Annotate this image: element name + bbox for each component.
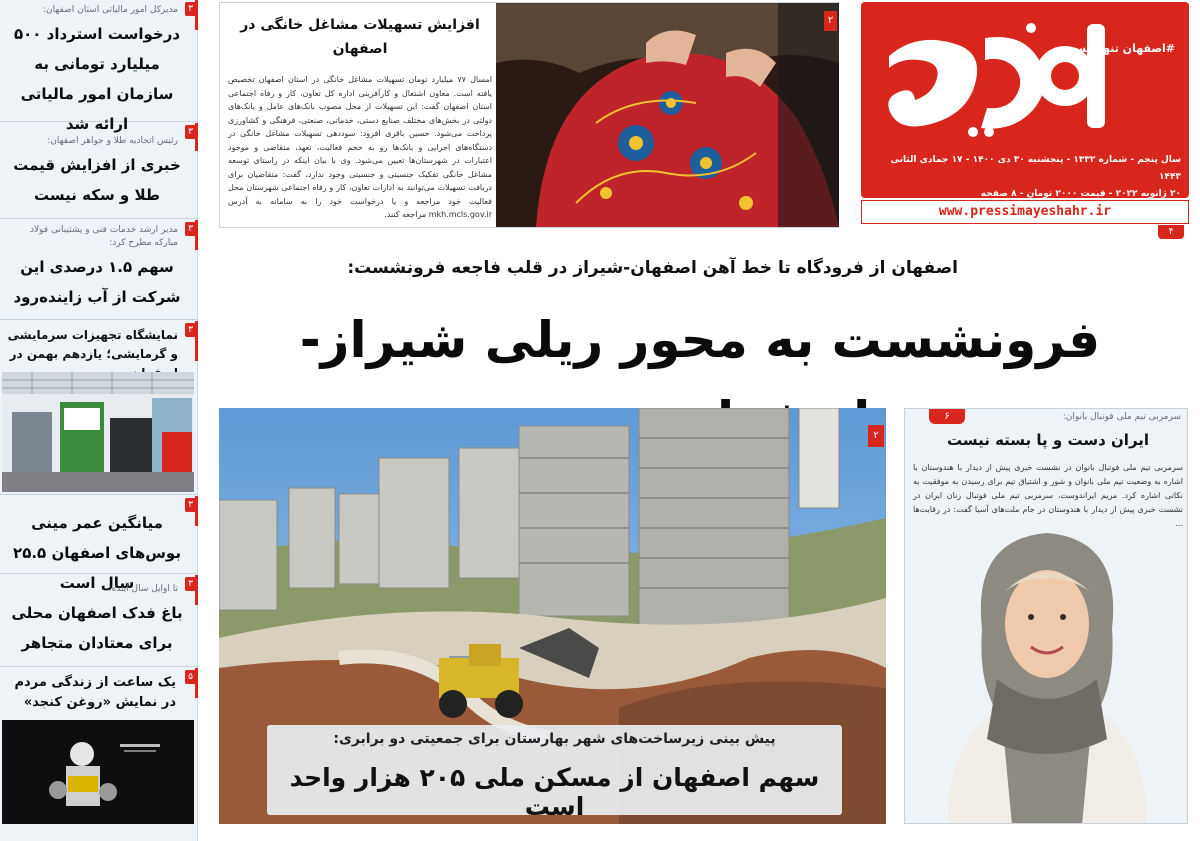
- top-story-home-jobs[interactable]: [219, 2, 839, 228]
- website-url[interactable]: www.pressimayeshahr.ir: [861, 200, 1189, 224]
- story-title: خبری از افزایش قیمت طلا و سکه نیست: [13, 156, 181, 204]
- theater-poster-photo: [2, 720, 194, 824]
- story-kicker: مدیر ارشد خدمات فنی و پشتیبانی فولاد مبارکه مطرح کرد:: [29, 225, 178, 248]
- issue-date-line: سال پنجم - شماره ۱۳۳۲ - پنجشنبه ۳۰ دی ۱۴۰۰ - ۱۷ جمادی الثانی ۱۴۴۳: [890, 155, 1181, 182]
- story-kicker: رئیس اتحادیه طلا و جواهر اصفهان:: [47, 136, 178, 146]
- sport-story[interactable]: [904, 408, 1188, 824]
- coach-portrait-photo: [927, 519, 1167, 824]
- story-body: سرمربی تیم ملی فوتبال بانوان در نشست خبری پیش از دیدار با هندوستان با اشاره به وضعیت تیم ملی بانوان و شور و اشتیاق تیم برای رسیدن به موفقیت به نکاتی اشاره کرد. مریم ایراندوست، سرمربی تیم ملی فوتبال زنان ایران در نشست خبری پیش از دیدار با هندوستان در جام ملت‌های آسیا گفت: در رقابت‌ها ...: [913, 463, 1183, 528]
- page-ref-badge: ۳: [185, 222, 196, 236]
- page-ref-badge: ۶: [929, 409, 965, 424]
- story-kicker: مدیرکل امور مالیاتی استان اصفهان:: [43, 5, 178, 15]
- page-ref-badge: ۳: [185, 2, 196, 16]
- page-ref-badge: ۲: [868, 425, 884, 447]
- left-story-gold[interactable]: [0, 123, 198, 219]
- left-news-column: [0, 0, 198, 841]
- story-title: یک ساعت از زندگی مردم در نمایش «روغن کنجد»: [14, 675, 176, 710]
- masthead-slogan: #اصفهان تنها نیست: [1063, 42, 1175, 55]
- story-title: سهم ۱.۵ درصدی این شرکت از آب زاینده‌رود: [13, 258, 181, 306]
- story-title: نمایشگاه تجهیزات سرمایشی و گرمایشی؛ یازدهم بهمن در: [7, 328, 178, 361]
- main-headline[interactable]: فرونشست به محور ریلی شیراز-: [299, 311, 1101, 369]
- story-title: ایران دست و پا بسته نیست: [946, 431, 1150, 449]
- masthead-page-ref: ۴: [1158, 225, 1184, 239]
- page-ref-badge: ۲: [824, 11, 837, 31]
- exhibition-photo: [2, 372, 194, 492]
- issue-info: [869, 152, 1181, 198]
- embroidery-photo: [496, 3, 839, 227]
- story-title: باغ فدک اصفهان محلی برای معتادان متجاهر: [11, 604, 183, 652]
- story-title: میانگین عمر مینی بوس‌های اصفهان ۲۵.۵ سال است: [13, 514, 181, 592]
- photo-caption-box[interactable]: [267, 725, 842, 821]
- left-story-fadak[interactable]: [0, 575, 198, 667]
- story-kicker: سرمربی تیم ملی فوتبال بانوان:: [1062, 412, 1181, 422]
- newspaper-masthead: [861, 2, 1189, 198]
- photo-kicker: پیش بینی زیرساخت‌های شهر بهارستان برای جمعیتی دو برابری:: [333, 731, 776, 747]
- page-ref-badge: ۳: [185, 498, 196, 512]
- left-story-tax[interactable]: [0, 0, 198, 133]
- issue-price-line: ۲۰ ژانویه ۲۰۲۲ - قیمت ۲۰۰۰ تومان - ۸ صفحه: [980, 189, 1181, 198]
- left-story-steel[interactable]: [0, 220, 198, 320]
- story-kicker: تا اوایل سال آینده:: [108, 584, 178, 594]
- top-story-body: امسال ۷۷ میلیارد تومان تسهیلات مشاغل خانگی در استان اصفهان تخصیص یافته است. معاون اشتغال و کارآفرینی اداره کل تعاون، کار و رفاه اجتماعی استان اصفهان گفت: این تسهیلات از محل مصوب بانک‌های عامل و بانک‌های دولتی در بخش‌های مختلف صنایع دستی، خدماتی، صنعتی، فرهنگی و کشاورزی پرداخت می‌شود. حسین باقری افزود: سوددهی تسهیلات مشاغل خانگی در دستگاه‌های اجرایی و بانک‌ها رو به حجم فعالیت، تعهد، متقاضی و موجود اعتبارات در شهرستان‌ها تعیین می‌شود. وی با بیان اینکه در راستای توسعه مشاغل خانگی تفکیک جنسیتی و جنسیتی وجود ندارد، گفت: متقاضیان برای دریافت تسهیلات می‌توانند به ادارات تعاون، کار و رفاه اجتماعی شهرستان محل فعالیت خود مراجعه و یا درخواست خود را به سامانه به آدرس mkh.mcls.gov.ir مراجعه کنند.: [228, 75, 492, 219]
- main-kicker: اصفهان از فرودگاه تا خط آهن اصفهان-شیراز در قلب فاجعه فرونشست:: [347, 258, 958, 278]
- page-ref-badge: ۳: [185, 125, 196, 139]
- top-story-title: افزایش تسهیلات مشاغل خانگی در اصفهان: [240, 17, 480, 57]
- page-ref-badge: ۳: [185, 577, 196, 591]
- photo-headline: سهم اصفهان از مسکن ملی ۲۰۵ هزار واحد است: [289, 763, 820, 821]
- page-ref-badge: ۵: [185, 670, 196, 684]
- page-ref-badge: ۳: [185, 323, 196, 337]
- story-title: درخواست استرداد ۵۰۰ میلیارد تومانی به سازمان امور مالیاتی ارائه شد: [13, 25, 181, 133]
- newspaper-logo: [881, 16, 1131, 142]
